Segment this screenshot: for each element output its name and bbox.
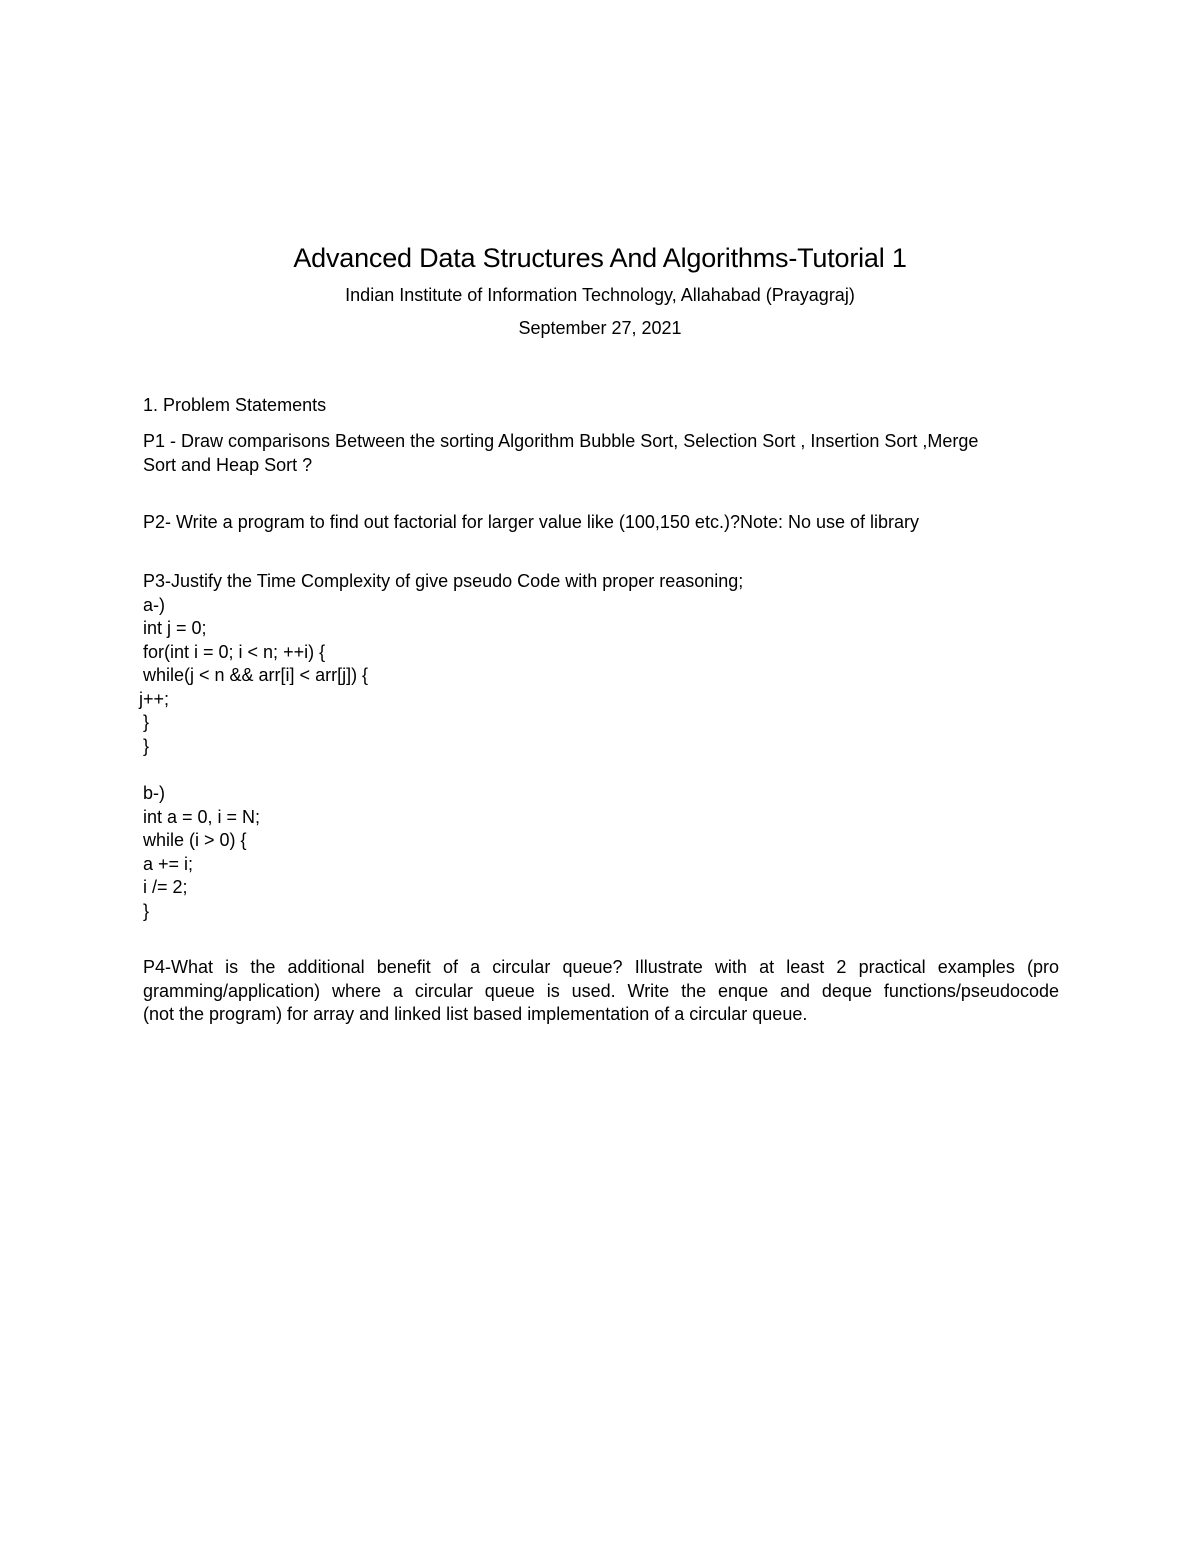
- code-b-line: int a = 0, i = N;: [143, 806, 261, 827]
- code-a-line: while(j < n && arr[i] < arr[j]) {: [143, 665, 369, 685]
- code-a-line: int j = 0;: [143, 618, 207, 638]
- problem-p4-line-3: (not the program) for array and linked list based implementation of a circular queue.: [143, 1004, 808, 1024]
- code-b-line: a += i;: [143, 853, 194, 874]
- code-a-label: a-): [143, 594, 165, 615]
- problem-p1: [143, 430, 1059, 477]
- code-b-line: while (i > 0) {: [143, 830, 247, 850]
- problem-p3: [139, 570, 1059, 758]
- code-a-line: for(int i = 0; i < n; ++i) {: [143, 641, 326, 662]
- document-title: Advanced Data Structures And Algorithms-Tutorial 1: [293, 243, 907, 273]
- code-a-line: }: [143, 735, 150, 756]
- problem-p4-line-2: gramming/application) where a circular queue is used. Write the enque and deque functions/pseudocode: [143, 980, 1059, 1001]
- document-date: September 27, 2021: [518, 318, 682, 338]
- problem-p4-line-1: P4-What is the additional benefit of a circular queue? Illustrate with at least 2 practical examples (pro: [143, 957, 1059, 977]
- code-a-line: j++;: [139, 688, 170, 709]
- code-a-line: }: [143, 712, 150, 732]
- code-block-b: [143, 782, 1059, 923]
- code-b-line: }: [143, 900, 150, 921]
- code-b-line: i /= 2;: [143, 877, 188, 897]
- problem-p2: P2- Write a program to find out factorial for larger value like (100,150 etc.)?Note: No use of library: [143, 512, 920, 532]
- code-b-label: b-): [143, 783, 165, 803]
- problem-p3-intro: P3-Justify the Time Complexity of give pseudo Code with proper reasoning;: [143, 571, 744, 591]
- section-heading: 1. Problem Statements: [143, 395, 327, 415]
- institution-name: Indian Institute of Information Technology, Allahabad (Prayagraj): [345, 285, 855, 305]
- problem-p4: [143, 956, 1059, 1027]
- problem-p1-line-2: Sort and Heap Sort ?: [143, 454, 313, 475]
- problem-p1-line-1: P1 - Draw comparisons Between the sorting Algorithm Bubble Sort, Selection Sort , Insertion Sort ,Merge: [143, 431, 979, 451]
